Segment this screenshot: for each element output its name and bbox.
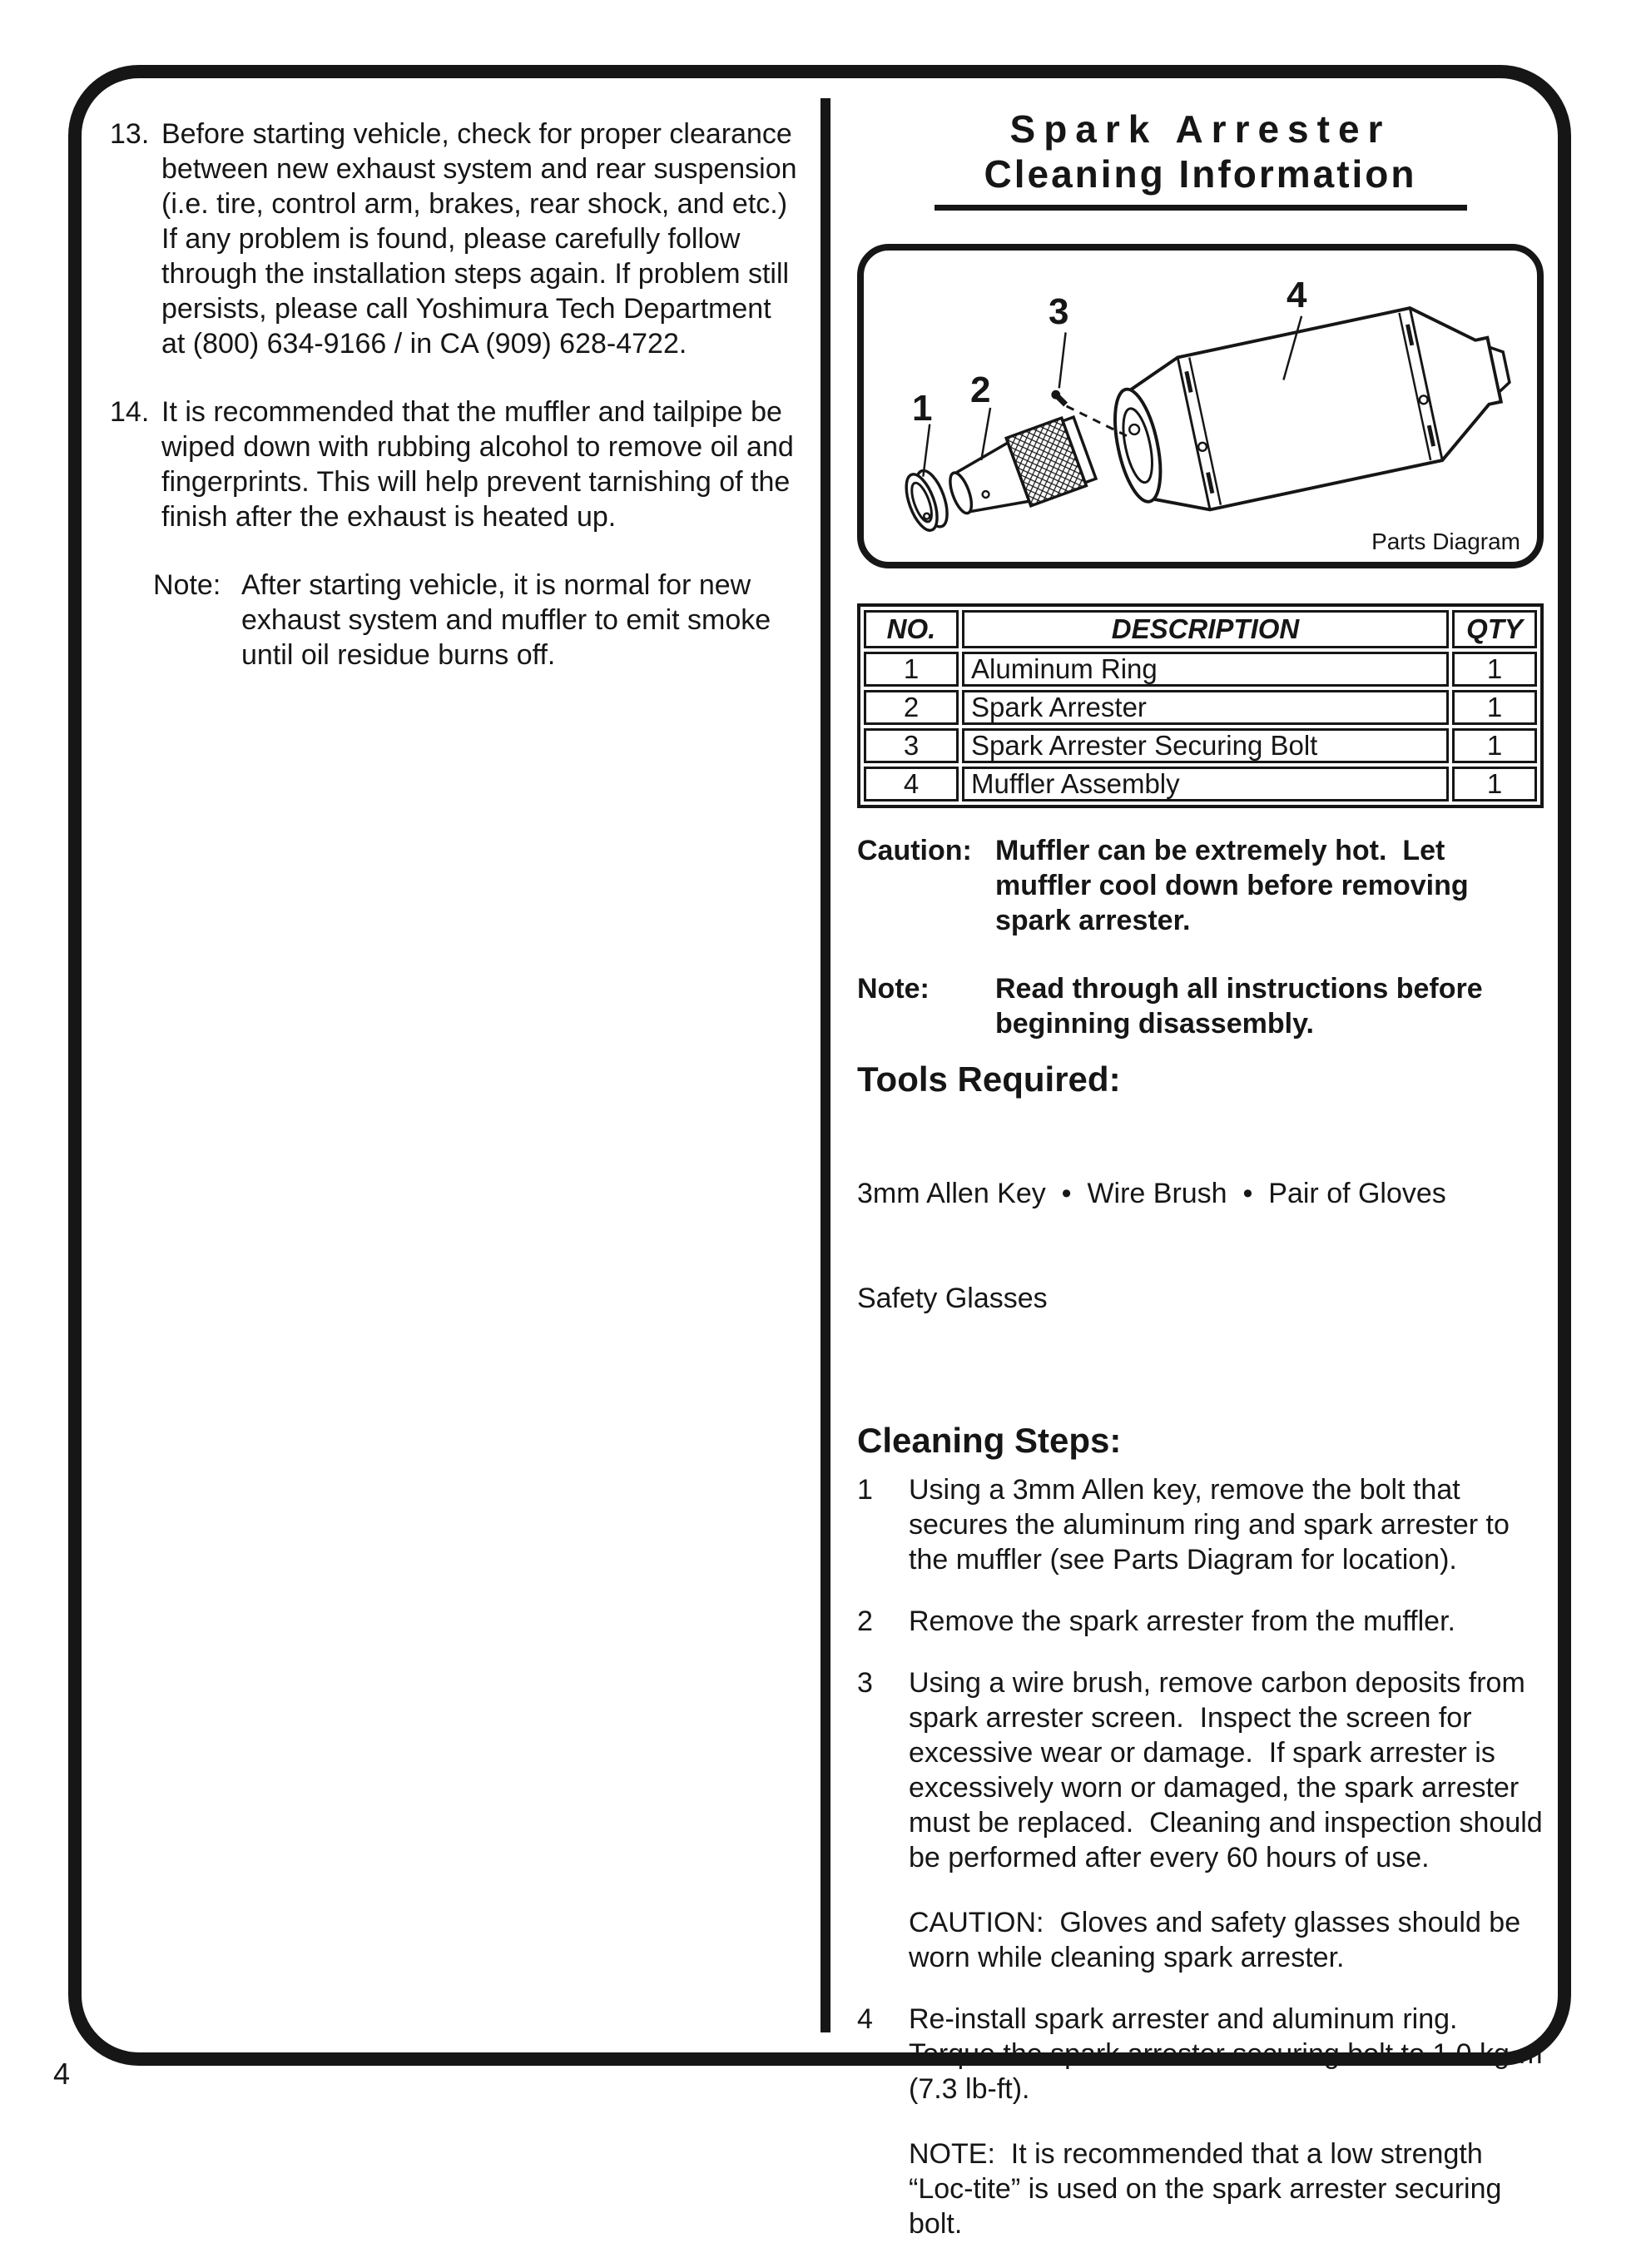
table-row xyxy=(864,690,1537,725)
instruction-item-14 xyxy=(110,395,801,534)
left-column xyxy=(110,98,806,672)
cell-description: Muffler Assembly xyxy=(962,767,1449,801)
item-number: 14. xyxy=(110,396,150,428)
item-number: 13. xyxy=(110,118,150,150)
cell-no: 3 xyxy=(864,728,959,763)
tools-required-list xyxy=(857,1106,1544,1386)
cell-description: Spark Arrester Securing Bolt xyxy=(962,728,1449,763)
step-paragraph: Using a wire brush, remove carbon deposits from spark arrester screen. Inspect the screen for excessive wear or damage. If spark arrester is excessively worn or damaged, the spark arrester must be replaced. Cleaning and inspection should be performed after every 60 hours of use. xyxy=(909,1667,1551,1873)
step-text xyxy=(909,1665,1551,1975)
diagram-label-1: 1 xyxy=(912,388,933,429)
tools-line2: Safety Glasses xyxy=(857,1283,1048,1314)
caution-block xyxy=(857,833,1544,938)
parts-table-header-row xyxy=(864,610,1537,648)
note-label: Note: xyxy=(857,973,930,1005)
step-text xyxy=(909,1472,1544,1577)
cleaning-step-4 xyxy=(857,2002,1551,2241)
item-text: It is recommended that the muffler and tailpipe be wiped down with rubbing alcohol to remove oil and fingerprints. This will help prevent tarnishing of the finish after the exhaust is heated up. xyxy=(161,396,802,533)
col-header-description: DESCRIPTION xyxy=(962,610,1449,648)
cleaning-steps-heading: Cleaning Steps: xyxy=(857,1421,1122,1460)
parts-table xyxy=(857,603,1544,808)
caution-text: Muffler can be extremely hot. Let muffler cool down before removing spark arrester. xyxy=(995,835,1477,936)
cell-description: Spark Arrester xyxy=(962,690,1449,725)
note-text: Read through all instructions before beginning disassembly. xyxy=(995,973,1491,1040)
page-number: 4 xyxy=(53,2057,71,2091)
cell-qty: 1 xyxy=(1452,652,1537,687)
section-title-line2: Cleaning Information xyxy=(984,152,1417,196)
step-text xyxy=(909,2002,1551,2241)
table-row xyxy=(864,767,1537,801)
diagram-label-2: 2 xyxy=(970,370,991,410)
table-row xyxy=(864,728,1537,763)
diagram-caption: Parts Diagram xyxy=(1371,529,1520,554)
tools-line1: 3mm Allen Key • Wire Brush • Pair of Gloves xyxy=(857,1178,1446,1209)
step-number: 4 xyxy=(857,2003,873,2035)
cell-qty: 1 xyxy=(1452,728,1537,763)
item-text: Before starting vehicle, check for proper clearance between new exhaust system and rear suspension (i.e. tire, control arm, brakes, rear shock, and etc.) If any problem is found, please carefully follow through the installation steps again. If problem still persists, please call Yoshimura Tech Department at (800) 634-9166 / in CA (909) 628-4722. xyxy=(161,118,806,360)
step-paragraph: Using a 3mm Allen key, remove the bolt that secures the aluminum ring and spark arrester to the muffler (see Parts Diagram for location). xyxy=(909,1474,1518,1576)
left-note xyxy=(153,568,801,672)
step-caution-paragraph: CAUTION: Gloves and safety glasses should be worn while cleaning spark arrester. xyxy=(909,1907,1529,1973)
table-row xyxy=(864,652,1537,687)
caution-label: Caution: xyxy=(857,835,972,866)
cell-qty: 1 xyxy=(1452,690,1537,725)
step-note-paragraph: NOTE: It is recommended that a low strength “Loc-tite” is used on the spark arrester securing bolt. xyxy=(909,2138,1510,2240)
column-divider xyxy=(821,98,830,2032)
parts-diagram xyxy=(857,244,1544,568)
diagram-label-4: 4 xyxy=(1287,275,1307,315)
step-text xyxy=(909,1604,1544,1639)
note-label: Note: xyxy=(153,569,221,601)
note-text: After starting vehicle, it is normal for new exhaust system and muffler to emit smoke until oil residue burns off. xyxy=(241,569,779,671)
note-block xyxy=(857,971,1544,1041)
section-title xyxy=(857,107,1544,211)
cleaning-step-2 xyxy=(857,1604,1544,1639)
col-header-qty: QTY xyxy=(1452,610,1537,648)
col-header-no: NO. xyxy=(864,610,959,648)
cleaning-step-3 xyxy=(857,1665,1551,1975)
cleaning-steps-list xyxy=(857,1472,1551,2241)
step-paragraph: Remove the spark arrester from the muffler. xyxy=(909,1605,1455,1637)
exploded-view-illustration xyxy=(864,251,1537,562)
cell-no: 1 xyxy=(864,652,959,687)
step-number: 2 xyxy=(857,1605,873,1637)
step-paragraph: Re-install spark arrester and aluminum ring. Torque the spark arrester securing bolt to 1.0 kg-m (7.3 lb-ft). xyxy=(909,2003,1551,2105)
cleaning-step-1 xyxy=(857,1472,1544,1577)
instruction-item-13 xyxy=(110,117,806,361)
step-number: 3 xyxy=(857,1667,873,1699)
title-underline xyxy=(935,205,1467,211)
section-title-line1: Spark Arrester xyxy=(1009,107,1391,151)
tools-required-heading: Tools Required: xyxy=(857,1060,1121,1099)
cell-no: 2 xyxy=(864,690,959,725)
cell-qty: 1 xyxy=(1452,767,1537,801)
right-column xyxy=(857,107,1551,2268)
cell-no: 4 xyxy=(864,767,959,801)
step-number: 1 xyxy=(857,1474,873,1506)
cell-description: Aluminum Ring xyxy=(962,652,1449,687)
diagram-label-3: 3 xyxy=(1049,291,1069,332)
